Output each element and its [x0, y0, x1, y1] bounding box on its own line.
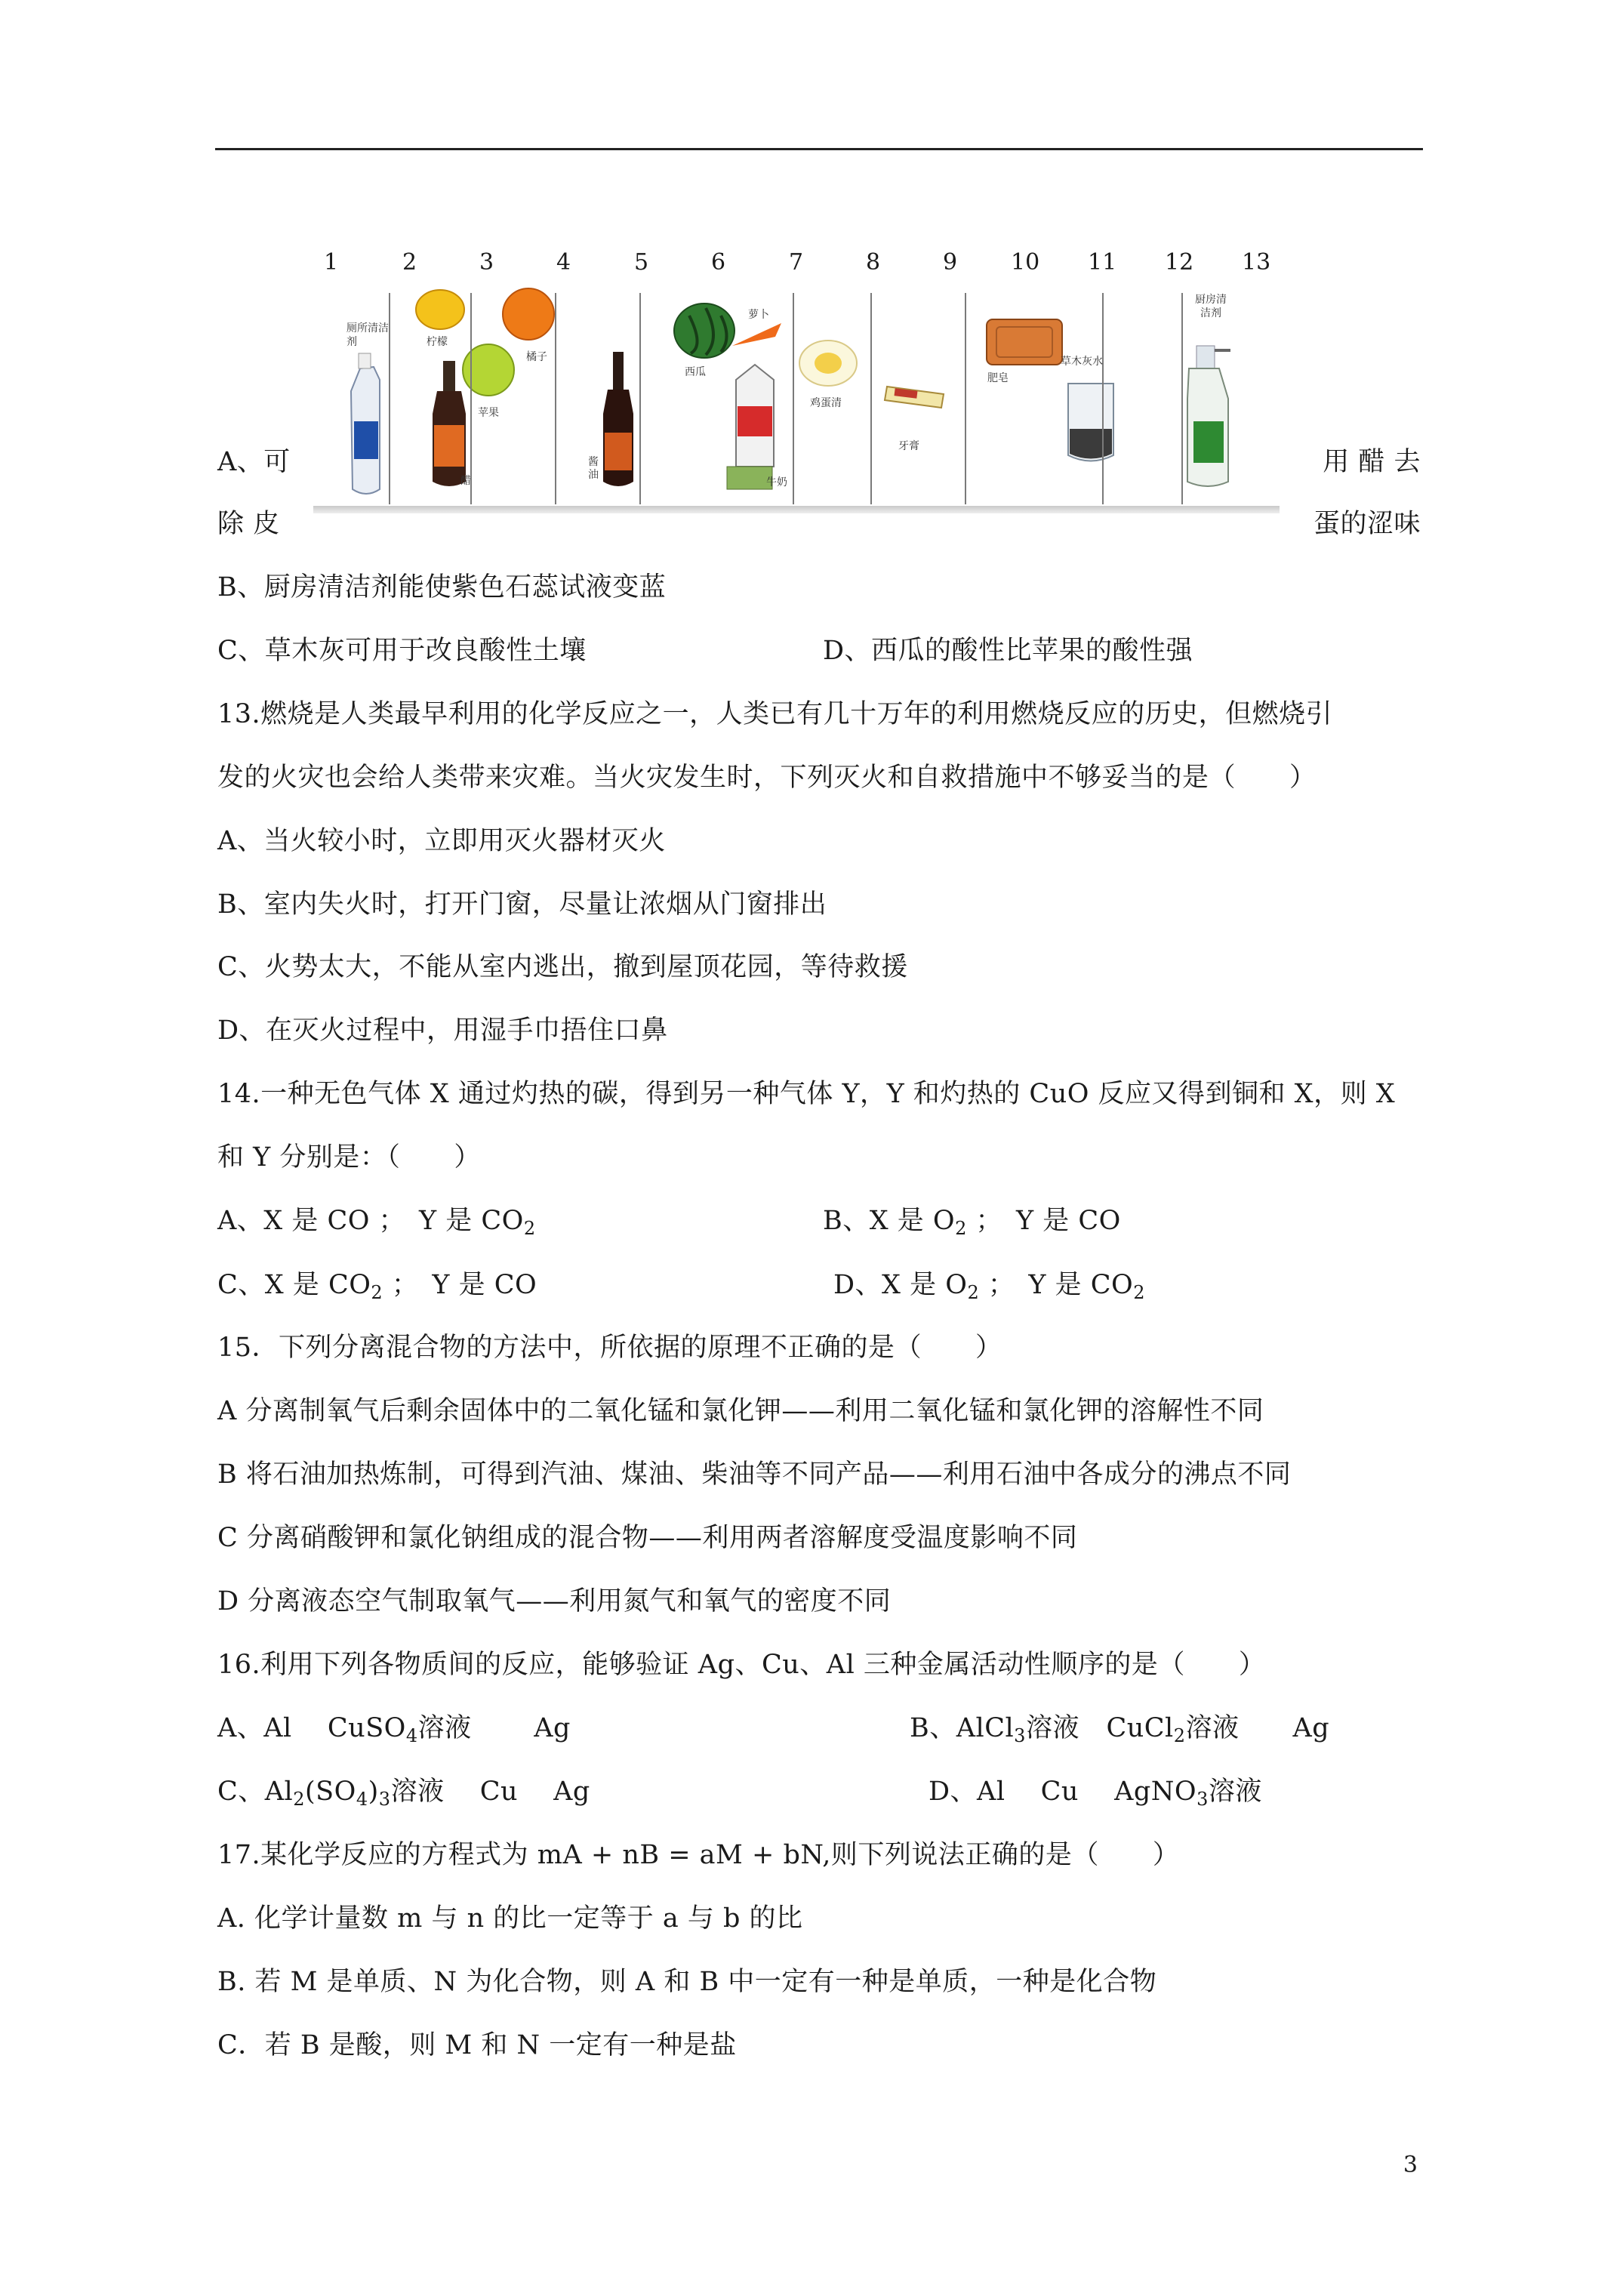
subscript: 2: [1133, 1282, 1145, 1303]
label-lemon: 柠檬: [427, 336, 448, 348]
q16-option-c-text-4: 溶液 Cu Ag: [390, 1777, 590, 1807]
q16-stem: 16.利用下列各物质间的反应，能够验证 Ag、Cu、Al 三种金属活动性顺序的是（ ）: [217, 1650, 1266, 1680]
label-soap: 肥皂: [987, 372, 1009, 384]
q17-option-c: C．若 B 是酸，则 M 和 N 一定有一种是盐: [217, 2030, 737, 2060]
toothpaste-icon: [885, 387, 944, 408]
q13-stem-line-1: 13.燃烧是人类最早利用的化学反应之一，人类已有几十万年的利用燃烧反应的历史，但燃烧引: [217, 699, 1333, 729]
q13-option-c: C、火势太大，不能从室内逃出，撤到屋顶花园，等待救援: [217, 952, 908, 982]
subscript: 3: [1196, 1789, 1209, 1810]
figure-number-5: 5: [634, 249, 649, 276]
q17-option-b: B. 若 M 是单质、N 为化合物，则 A 和 B 中一定有一种是单质，一种是化合物: [217, 1967, 1157, 1997]
q17-stem: 17.某化学反应的方程式为 mA + nB = aM + bN,则下列说法正确的是（ ）: [217, 1840, 1180, 1870]
divider: [870, 293, 872, 504]
q13-option-d: D、在灭火过程中，用湿手巾捂住口鼻: [217, 1015, 668, 1046]
divider: [555, 293, 556, 504]
header-rule: [215, 148, 1423, 150]
q17-option-a: A. 化学计量数 m 与 n 的比一定等于 a 与 b 的比: [217, 1903, 803, 1934]
q13-option-b: B、室内失火时，打开门窗，尽量让浓烟从门窗排出: [217, 889, 827, 920]
label-ash-water: 草木灰水: [1061, 356, 1103, 368]
figure-number-1: 1: [324, 249, 339, 276]
q12-option-c: C、草木灰可用于改良酸性土壤: [217, 636, 587, 666]
divider: [1181, 293, 1183, 504]
label-milk: 牛奶: [766, 476, 787, 488]
q16-option-d-text: D、Al Cu AgNO: [929, 1777, 1197, 1807]
q15-option-b: B 将石油加热炼制，可得到汽油、煤油、柴油等不同产品——利用石油中各成分的沸点不同: [217, 1459, 1292, 1490]
q14-option-d-text: D、X 是 O: [833, 1270, 968, 1300]
subscript: 4: [356, 1789, 368, 1810]
subscript: 2: [967, 1282, 980, 1303]
subscript: 2: [955, 1218, 967, 1239]
figure-number-4: 4: [556, 249, 571, 276]
figure-number-12: 12: [1165, 249, 1194, 276]
figure-number-7: 7: [789, 249, 804, 276]
q16-option-b-text-2: 溶液 CuCl: [1025, 1713, 1174, 1743]
q13-option-a: A、当火较小时，立即用灭火器材灭火: [217, 826, 666, 856]
figure-baseline: [313, 506, 1280, 513]
q15-option-d: D 分离液态空气制取氧气——利用氮气和氧气的密度不同: [217, 1586, 892, 1616]
label-carrot: 萝卜: [748, 309, 769, 321]
divider: [793, 293, 794, 504]
subscript: 2: [1173, 1725, 1186, 1746]
subscript: 3: [378, 1789, 391, 1810]
subscript: 3: [1014, 1725, 1026, 1746]
q16-option-d-text-2: 溶液: [1208, 1777, 1262, 1807]
q16-option-b-text: B、AlCl: [910, 1713, 1015, 1743]
lemon-icon: [416, 290, 464, 329]
beaker-icon: [1068, 384, 1113, 461]
q12-option-a-left-2: 除 皮: [217, 509, 280, 539]
label-toothpaste: 牙膏: [898, 440, 919, 452]
q16-option-b: [910, 1712, 1329, 1745]
q14-option-c-text-2: ； Y 是 CO: [391, 1270, 537, 1300]
page-number: 3: [1403, 2152, 1418, 2178]
figure-number-11: 11: [1088, 249, 1117, 276]
q12-option-d: D、西瓜的酸性比苹果的酸性强: [823, 636, 1193, 666]
figure-number-6: 6: [711, 249, 726, 276]
q16-option-a-text: A、Al CuSO: [217, 1713, 406, 1743]
q14-option-a: [217, 1204, 536, 1237]
q16-option-a-text-2: 溶液 Ag: [417, 1713, 571, 1743]
q14-option-a-text: A、X 是 CO ； Y 是 CO: [217, 1206, 524, 1236]
q12-option-a-right-2: 蛋的涩味: [1313, 509, 1421, 539]
q14-stem-line-1: 14.一种无色气体 X 通过灼热的碳，得到另一种气体 Y，Y 和灼热的 CuO 反应又得到铜和 X，则 X: [217, 1079, 1396, 1109]
figure-illustrations: [313, 240, 1280, 519]
q12-option-a-left-1: A、可: [217, 447, 291, 477]
figure-number-8: 8: [866, 249, 881, 276]
subscript: 2: [371, 1282, 383, 1303]
q16-option-c-text: C、Al: [217, 1777, 294, 1807]
q14-option-b-text: B、X 是 O: [823, 1206, 956, 1236]
figure-number-13: 13: [1242, 249, 1271, 276]
q16-option-c-text-3: ): [368, 1777, 379, 1807]
q16-option-d: [929, 1775, 1262, 1808]
soy-sauce-bottle-icon: [603, 352, 633, 486]
divider: [639, 293, 641, 504]
milk-carton-icon: [727, 365, 774, 489]
kitchen-cleaner-spray-icon: [1187, 346, 1230, 486]
q15-option-c: C 分离硝酸钾和氯化钠组成的混合物——利用两者溶解度受温度影响不同: [217, 1523, 1078, 1553]
divider: [965, 293, 966, 504]
label-watermelon: 西瓜: [685, 366, 706, 378]
label-apple: 苹果: [478, 407, 499, 419]
label-vinegar: 醋: [460, 475, 471, 487]
figure-number-2: 2: [402, 249, 417, 276]
q16-option-c-text-2: (SO: [305, 1777, 356, 1807]
q16-option-a: [217, 1712, 571, 1745]
q12-option-a-right-1: 用 醋 去: [1323, 447, 1421, 477]
figure-number-3: 3: [479, 249, 494, 276]
q14-option-c: [217, 1268, 537, 1302]
subscript: 2: [523, 1218, 536, 1239]
q14-option-d-text-2: ； Y 是 CO: [987, 1270, 1134, 1300]
label-egg-white: 鸡蛋清: [810, 397, 842, 409]
subscript: 2: [293, 1789, 306, 1810]
q15-stem: 15．下列分离混合物的方法中，所依据的原理不正确的是（ ）: [217, 1333, 1002, 1363]
q16-option-b-text-3: 溶液 Ag: [1185, 1713, 1330, 1743]
orange-icon: [503, 288, 554, 340]
household-items-ph-figure: [313, 240, 1280, 519]
q13-stem-line-2: 发的火灾也会给人类带来灾难。当火灾发生时，下列灭火和自救措施中不够妥当的是（ ）: [217, 763, 1317, 793]
label-soy-sauce: 酱油: [588, 456, 599, 481]
label-orange: 橘子: [526, 351, 547, 363]
q14-option-c-text: C、X 是 CO: [217, 1270, 371, 1300]
toilet-cleaner-bottle-icon: [351, 353, 380, 494]
q14-option-d: [833, 1268, 1145, 1302]
vinegar-bottle-icon: [433, 361, 466, 486]
q16-option-c: [217, 1775, 590, 1808]
figure-number-10: 10: [1011, 249, 1040, 276]
q15-option-a: A 分离制氧气后剩余固体中的二氧化锰和氯化钾——利用二氧化锰和氯化钾的溶解性不同: [217, 1396, 1264, 1426]
q14-option-b-text-2: ； Y 是 CO: [975, 1206, 1121, 1236]
carrot-icon: [732, 323, 781, 346]
q12-option-b: B、厨房清洁剂能使紫色石蕊试液变蓝: [217, 572, 667, 603]
label-toilet-cleaner: 厕所清洁剂: [346, 322, 389, 348]
q14-stem-line-2: 和 Y 分别是：（ ）: [217, 1142, 481, 1173]
subscript: 4: [405, 1725, 418, 1746]
soap-bar-icon: [987, 319, 1062, 365]
q14-option-b: [823, 1204, 1121, 1237]
figure-number-9: 9: [943, 249, 958, 276]
divider: [1102, 293, 1104, 504]
label-kitchen-cleaner: 厨房清洁剂: [1195, 294, 1227, 319]
